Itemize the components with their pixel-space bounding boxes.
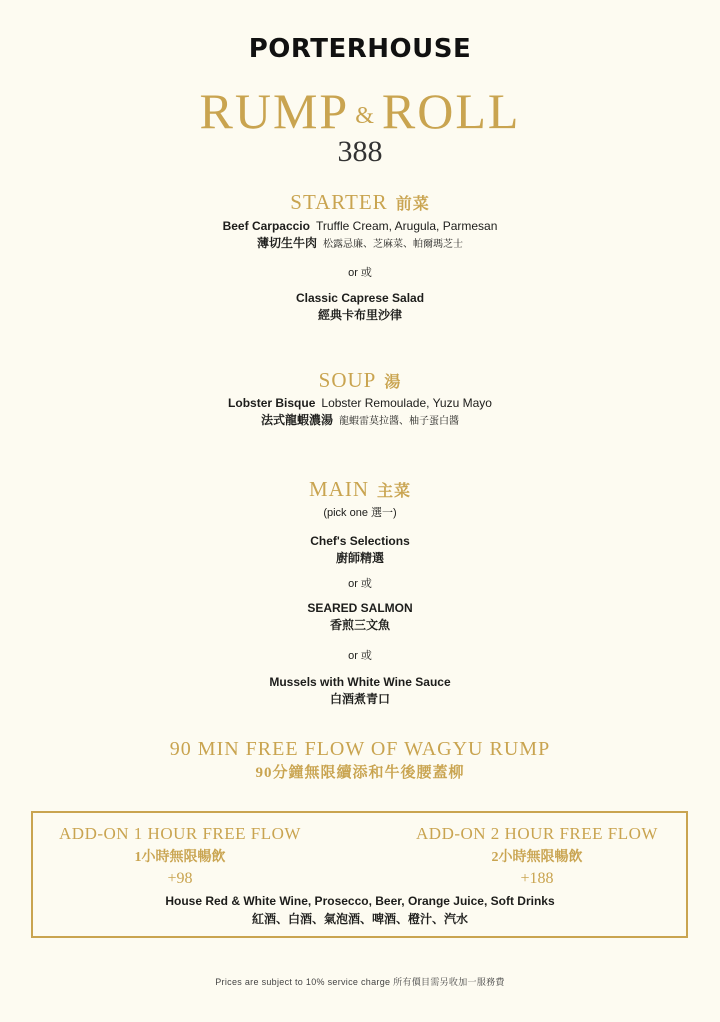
freeflow-heading: 90 MIN FREE FLOW OF WAGYU RUMP [169, 738, 551, 760]
main-item-2-zh [0, 617, 720, 634]
title-right: ROLL [381, 83, 521, 139]
starter-heading [0, 190, 720, 215]
soup-heading-en: SOUP [318, 368, 377, 392]
starter-item-1-desc-zh: 松露忌廉、芝麻菜、帕爾瑪芝士 [323, 239, 463, 250]
freeflow-heading-zh: 90分鐘無限續添和牛後腰蓋柳 [255, 765, 465, 781]
brand-logo: PORTERHOUSE [248, 34, 472, 64]
main-item-3-zh [0, 691, 720, 708]
main-or-2: or 或 [348, 650, 372, 662]
starter-heading-zh: 前菜 [395, 196, 430, 213]
addon-2-title-zh: 2小時無限暢飲 [491, 850, 583, 865]
addon-2-title: ADD-ON 2 HOUR FREE FLOW [416, 824, 658, 843]
title-left: RUMP [199, 83, 350, 139]
starter-item-2 [0, 290, 720, 307]
main-heading [0, 477, 720, 502]
addon-2-price: +188 [520, 870, 554, 887]
main-item-3-name: Mussels with White Wine Sauce [269, 675, 451, 689]
main-heading-en: MAIN [308, 477, 369, 501]
starter-item-1-name-zh: 薄切生牛肉 [256, 236, 317, 250]
main-item-1 [0, 533, 720, 550]
soup-item-name: Lobster Bisque [228, 396, 316, 410]
main-item-1-zh [0, 550, 720, 567]
soup-item-name-zh: 法式龍蝦濃湯 [260, 413, 333, 427]
addon-1-title-zh: 1小時無限暢飲 [134, 850, 226, 865]
drinks-list-en: House Red & White Wine, Prosecco, Beer, Orange Juice, Soft Drinks [165, 894, 555, 908]
main-item-1-name-zh: 廚師精選 [335, 551, 384, 565]
starter-heading-en: STARTER [290, 190, 388, 214]
soup-item [0, 395, 720, 412]
starter-item-1-desc: Truffle Cream, Arugula, Parmesan [315, 219, 498, 233]
soup-item-desc-zh: 龍蝦雷莫拉醬、柚子蛋白醬 [339, 416, 459, 427]
starter-item-1 [0, 218, 720, 235]
main-item-2 [0, 600, 720, 617]
starter-item-2-name-zh: 經典卡布里沙律 [317, 308, 402, 322]
menu-price: 388 [337, 135, 383, 168]
starter-item-2-name: Classic Caprese Salad [295, 291, 425, 305]
title-ampersand: & [355, 103, 376, 130]
main-item-3 [0, 674, 720, 691]
drinks-list [0, 892, 720, 928]
main-or-1: or 或 [348, 578, 372, 590]
starter-item-1-zh [0, 235, 720, 253]
addon-1 [30, 824, 330, 888]
addon-2 [387, 824, 687, 888]
menu-title [0, 82, 720, 140]
starter-item-1-name: Beef Carpaccio [222, 219, 310, 233]
main-item-1-name: Chef's Selections [310, 534, 410, 548]
soup-heading [0, 368, 720, 393]
addon-1-title: ADD-ON 1 HOUR FREE FLOW [59, 824, 301, 843]
soup-item-zh [0, 412, 720, 430]
soup-item-desc: Lobster Remoulade, Yuzu Mayo [321, 396, 492, 410]
service-charge-note: Prices are subject to 10% service charge 所有價目需另收加一服務費 [215, 977, 505, 987]
soup-heading-zh: 湯 [384, 374, 402, 391]
main-item-3-name-zh: 白酒煮青口 [329, 692, 390, 706]
main-pick-one: (pick one 選一) [323, 507, 397, 519]
main-item-2-name: SEARED SALMON [307, 601, 413, 615]
main-heading-zh: 主菜 [376, 483, 411, 500]
starter-or: or 或 [348, 267, 372, 279]
addon-1-price: +98 [167, 870, 193, 887]
drinks-list-zh: 紅酒、白酒、氣泡酒、啤酒、橙汁、汽水 [251, 912, 468, 926]
starter-item-2-zh [0, 307, 720, 324]
main-item-2-name-zh: 香煎三文魚 [329, 618, 390, 632]
